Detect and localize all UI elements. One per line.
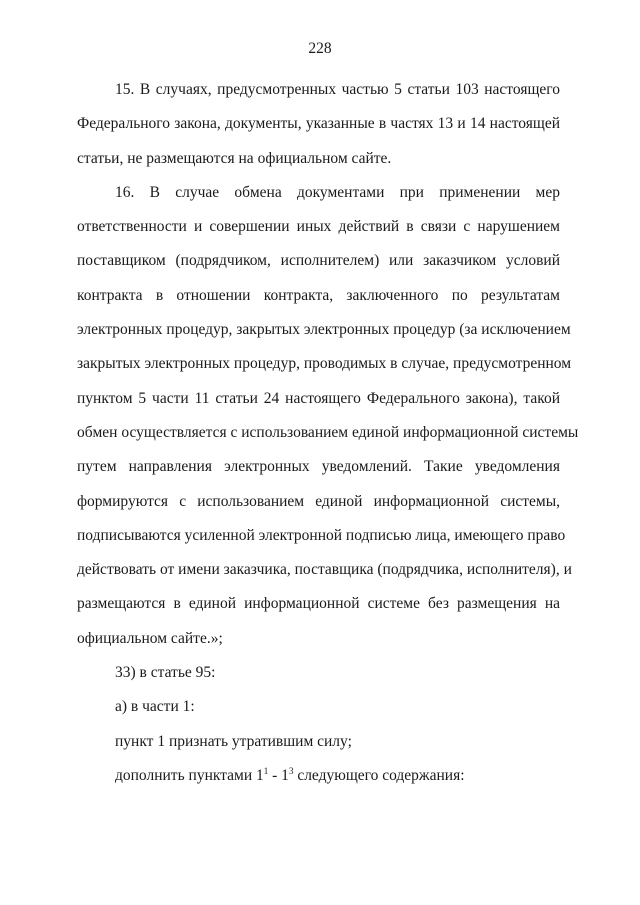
text-line: официальном сайте.»; [77, 629, 223, 647]
text-segment: следующего содержания: [293, 766, 465, 784]
page-number: 228 [308, 40, 332, 57]
superscript: 3 [288, 765, 294, 776]
text-line: действовать от имени заказчика, поставщика (подрядчика, исполнителя), и [77, 561, 572, 579]
text-line: пункт 1 признать утратившим силу; [115, 732, 352, 750]
text-line: контракта в отношении контракта, заключенного по результатам [77, 286, 560, 304]
paragraph-15 [77, 73, 560, 176]
text-line: закрытых электронных процедур, проводимых в случае, предусмотренном [77, 355, 572, 373]
text-line: статьи, не размещаются на официальном сайте. [77, 149, 392, 167]
text-segment: дополнить пунктами 1 [115, 766, 264, 784]
paragraph-33 [77, 656, 560, 690]
paragraph-16 [77, 176, 579, 656]
text-line: электронных процедур, закрытых электронных процедур (за исключением [77, 321, 571, 339]
text-line [77, 759, 560, 793]
text-line: а) в части 1: [115, 698, 195, 716]
paragraph-point-1 [77, 725, 560, 759]
paragraph-add-points [77, 759, 560, 793]
text-line: ответственности и совершении иных действий в связи с нарушением [77, 218, 560, 236]
text-segment: - 1 [268, 766, 289, 784]
document-body [77, 73, 579, 793]
text-line: путем направления электронных уведомлений. Такие уведомления [77, 458, 560, 476]
text-line: Федерального закона, документы, указанные в частях 13 и 14 настоящей [77, 115, 560, 133]
text-line: 16. В случае обмена документами при применении мер [115, 183, 560, 201]
superscript: 1 [263, 765, 269, 776]
text-line: 33) в статье 95: [115, 664, 216, 682]
paragraph-a [77, 690, 560, 724]
text-line: обмен осуществляется с использованием единой информационной системы [77, 423, 579, 441]
text-line: подписываются усиленной электронной подписью лица, имеющего право [77, 526, 566, 544]
text-line: 15. В случаях, предусмотренных частью 5 статьи 103 настоящего [115, 81, 560, 98]
text-line: формируются с использованием единой информационной системы, [77, 492, 560, 510]
text-line: размещаются в единой информационной системе без размещения на [77, 595, 560, 613]
text-line: поставщиком (подрядчиком, исполнителем) или заказчиком условий [77, 252, 560, 270]
text-line: пунктом 5 части 11 статьи 24 настоящего Федерального закона), такой [77, 389, 560, 407]
